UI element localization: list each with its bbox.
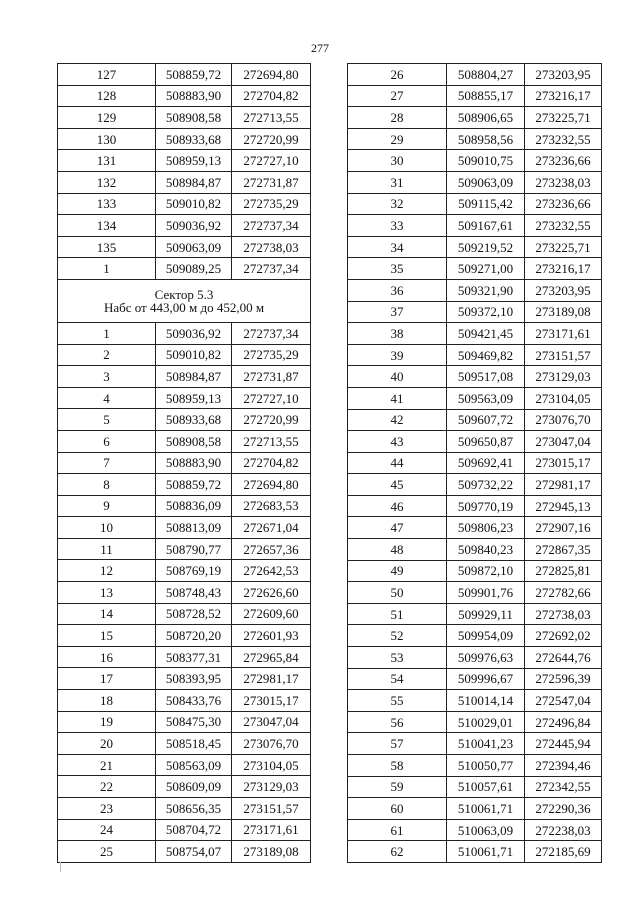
table-row bbox=[58, 603, 311, 625]
x-coordinate-cell: 508769,19 bbox=[156, 560, 232, 582]
y-coordinate-cell: 272907,16 bbox=[525, 517, 602, 539]
point-number-cell: 21 bbox=[58, 754, 156, 776]
point-number-cell: 51 bbox=[348, 603, 447, 625]
table-row bbox=[348, 387, 602, 409]
x-coordinate-cell: 508754,07 bbox=[156, 841, 232, 863]
y-coordinate-cell: 273216,17 bbox=[525, 258, 602, 280]
point-number-cell: 42 bbox=[348, 409, 447, 431]
point-number-cell: 132 bbox=[58, 171, 156, 193]
table-row bbox=[58, 625, 311, 647]
y-coordinate-cell: 273171,61 bbox=[232, 819, 311, 841]
y-coordinate-cell: 273225,71 bbox=[525, 107, 602, 129]
table-row bbox=[348, 798, 602, 820]
x-coordinate-cell: 509517,08 bbox=[447, 366, 525, 388]
x-coordinate-cell: 510061,71 bbox=[447, 798, 525, 820]
table-row bbox=[58, 215, 311, 237]
point-number-cell: 46 bbox=[348, 495, 447, 517]
table-row bbox=[348, 85, 602, 107]
x-coordinate-cell: 509010,82 bbox=[156, 344, 232, 366]
table-row bbox=[348, 128, 602, 150]
x-coordinate-cell: 508859,72 bbox=[156, 64, 232, 86]
y-coordinate-cell: 272704,82 bbox=[232, 85, 311, 107]
x-coordinate-cell: 510014,14 bbox=[447, 690, 525, 712]
x-coordinate-cell: 509063,09 bbox=[156, 236, 232, 258]
x-coordinate-cell: 508908,58 bbox=[156, 430, 232, 452]
x-coordinate-cell: 510061,71 bbox=[447, 841, 525, 863]
table-row bbox=[58, 452, 311, 474]
y-coordinate-cell: 272644,76 bbox=[525, 647, 602, 669]
table-row bbox=[348, 668, 602, 690]
point-number-cell: 37 bbox=[348, 301, 447, 323]
point-number-cell: 130 bbox=[58, 128, 156, 150]
y-coordinate-cell: 272965,84 bbox=[232, 646, 311, 668]
y-coordinate-cell: 273225,71 bbox=[525, 236, 602, 258]
y-coordinate-cell: 272737,34 bbox=[232, 215, 311, 237]
x-coordinate-cell: 509929,11 bbox=[447, 603, 525, 625]
table-row bbox=[348, 647, 602, 669]
x-coordinate-cell: 508984,87 bbox=[156, 171, 232, 193]
x-coordinate-cell: 509036,92 bbox=[156, 215, 232, 237]
x-coordinate-cell: 509010,82 bbox=[156, 193, 232, 215]
y-coordinate-cell: 273216,17 bbox=[525, 85, 602, 107]
table-row bbox=[58, 171, 311, 193]
x-coordinate-cell: 510029,01 bbox=[447, 711, 525, 733]
y-coordinate-cell: 273236,66 bbox=[525, 193, 602, 215]
x-coordinate-cell: 509115,42 bbox=[447, 193, 525, 215]
table-row bbox=[58, 733, 311, 755]
y-coordinate-cell: 272394,46 bbox=[525, 755, 602, 777]
x-coordinate-cell: 510050,77 bbox=[447, 755, 525, 777]
y-coordinate-cell: 272727,10 bbox=[232, 387, 311, 409]
y-coordinate-cell: 272704,82 bbox=[232, 452, 311, 474]
x-coordinate-cell: 509469,82 bbox=[447, 344, 525, 366]
table-row bbox=[348, 755, 602, 777]
y-coordinate-cell: 273129,03 bbox=[232, 776, 311, 798]
point-number-cell: 16 bbox=[58, 646, 156, 668]
table-row bbox=[348, 582, 602, 604]
point-number-cell: 15 bbox=[58, 625, 156, 647]
x-coordinate-cell: 508563,09 bbox=[156, 754, 232, 776]
y-coordinate-cell: 272737,34 bbox=[232, 258, 311, 280]
table-row bbox=[348, 841, 602, 863]
x-coordinate-cell: 508393,95 bbox=[156, 668, 232, 690]
y-coordinate-cell: 273189,08 bbox=[232, 841, 311, 863]
table-row bbox=[348, 560, 602, 582]
x-coordinate-cell: 508883,90 bbox=[156, 452, 232, 474]
table-row bbox=[348, 344, 602, 366]
x-coordinate-cell: 510057,61 bbox=[447, 776, 525, 798]
table-row bbox=[58, 128, 311, 150]
point-number-cell: 24 bbox=[58, 819, 156, 841]
point-number-cell: 12 bbox=[58, 560, 156, 582]
y-coordinate-cell: 272642,53 bbox=[232, 560, 311, 582]
x-coordinate-cell: 509976,63 bbox=[447, 647, 525, 669]
x-coordinate-cell: 509692,41 bbox=[447, 452, 525, 474]
y-coordinate-cell: 273232,55 bbox=[525, 215, 602, 237]
y-coordinate-cell: 272945,13 bbox=[525, 495, 602, 517]
x-coordinate-cell: 508609,09 bbox=[156, 776, 232, 798]
point-number-cell: 30 bbox=[348, 150, 447, 172]
table-row bbox=[58, 322, 311, 344]
point-number-cell: 41 bbox=[348, 387, 447, 409]
table-row bbox=[58, 107, 311, 129]
table-row bbox=[348, 236, 602, 258]
table-row bbox=[58, 646, 311, 668]
y-coordinate-cell: 273047,04 bbox=[232, 711, 311, 733]
table-row bbox=[348, 215, 602, 237]
y-coordinate-cell: 273151,57 bbox=[232, 798, 311, 820]
y-coordinate-cell: 272185,69 bbox=[525, 841, 602, 863]
point-number-cell: 34 bbox=[348, 236, 447, 258]
y-coordinate-cell: 272547,04 bbox=[525, 690, 602, 712]
x-coordinate-cell: 509036,92 bbox=[156, 322, 232, 344]
y-coordinate-cell: 272782,66 bbox=[525, 582, 602, 604]
x-coordinate-cell: 508958,56 bbox=[447, 128, 525, 150]
point-number-cell: 44 bbox=[348, 452, 447, 474]
y-coordinate-cell: 272731,87 bbox=[232, 366, 311, 388]
y-coordinate-cell: 273015,17 bbox=[525, 452, 602, 474]
point-number-cell: 17 bbox=[58, 668, 156, 690]
point-number-cell: 9 bbox=[58, 495, 156, 517]
sector-header-row bbox=[58, 279, 311, 322]
x-coordinate-cell: 509872,10 bbox=[447, 560, 525, 582]
table-row bbox=[58, 711, 311, 733]
point-number-cell: 1 bbox=[58, 322, 156, 344]
y-coordinate-cell: 272671,04 bbox=[232, 517, 311, 539]
x-coordinate-cell: 508704,72 bbox=[156, 819, 232, 841]
y-coordinate-cell: 272713,55 bbox=[232, 107, 311, 129]
table-row bbox=[348, 625, 602, 647]
y-coordinate-cell: 272657,36 bbox=[232, 538, 311, 560]
y-coordinate-cell: 272496,84 bbox=[525, 711, 602, 733]
y-coordinate-cell: 272601,93 bbox=[232, 625, 311, 647]
point-number-cell: 131 bbox=[58, 150, 156, 172]
coordinates-table-left bbox=[57, 63, 311, 863]
x-coordinate-cell: 508836,09 bbox=[156, 495, 232, 517]
y-coordinate-cell: 273203,95 bbox=[525, 64, 602, 86]
point-number-cell: 5 bbox=[58, 409, 156, 431]
table-row bbox=[348, 539, 602, 561]
sector-header bbox=[58, 279, 311, 322]
x-coordinate-cell: 509219,52 bbox=[447, 236, 525, 258]
x-coordinate-cell: 509732,22 bbox=[447, 474, 525, 496]
point-number-cell: 20 bbox=[58, 733, 156, 755]
x-coordinate-cell: 508377,31 bbox=[156, 646, 232, 668]
table-row bbox=[58, 258, 311, 280]
table-row bbox=[348, 258, 602, 280]
x-coordinate-cell: 508959,13 bbox=[156, 387, 232, 409]
x-coordinate-cell: 508933,68 bbox=[156, 409, 232, 431]
x-coordinate-cell: 508883,90 bbox=[156, 85, 232, 107]
table-row bbox=[58, 690, 311, 712]
y-coordinate-cell: 272290,36 bbox=[525, 798, 602, 820]
x-coordinate-cell: 509563,09 bbox=[447, 387, 525, 409]
y-coordinate-cell: 272867,35 bbox=[525, 539, 602, 561]
point-number-cell: 25 bbox=[58, 841, 156, 863]
point-number-cell: 19 bbox=[58, 711, 156, 733]
point-number-cell: 129 bbox=[58, 107, 156, 129]
point-number-cell: 60 bbox=[348, 798, 447, 820]
table-row bbox=[58, 668, 311, 690]
y-coordinate-cell: 272737,34 bbox=[232, 322, 311, 344]
point-number-cell: 58 bbox=[348, 755, 447, 777]
y-coordinate-cell: 273104,05 bbox=[525, 387, 602, 409]
y-coordinate-cell: 273171,61 bbox=[525, 323, 602, 345]
point-number-cell: 23 bbox=[58, 798, 156, 820]
point-number-cell: 18 bbox=[58, 690, 156, 712]
table-row bbox=[58, 776, 311, 798]
table-row bbox=[348, 150, 602, 172]
y-coordinate-cell: 272694,80 bbox=[232, 474, 311, 496]
x-coordinate-cell: 508518,45 bbox=[156, 733, 232, 755]
table-row bbox=[58, 819, 311, 841]
x-coordinate-cell: 508475,30 bbox=[156, 711, 232, 733]
table-row bbox=[348, 107, 602, 129]
y-coordinate-cell: 273076,70 bbox=[232, 733, 311, 755]
coordinates-table-right bbox=[347, 63, 602, 863]
table-row bbox=[348, 603, 602, 625]
table-row bbox=[348, 495, 602, 517]
y-coordinate-cell: 273236,66 bbox=[525, 150, 602, 172]
table-row bbox=[348, 517, 602, 539]
point-number-cell: 50 bbox=[348, 582, 447, 604]
point-number-cell: 8 bbox=[58, 474, 156, 496]
x-coordinate-cell: 509421,45 bbox=[447, 323, 525, 345]
y-coordinate-cell: 272727,10 bbox=[232, 150, 311, 172]
table-row bbox=[58, 517, 311, 539]
x-coordinate-cell: 508984,87 bbox=[156, 366, 232, 388]
table-row bbox=[348, 409, 602, 431]
point-number-cell: 39 bbox=[348, 344, 447, 366]
sector-subtitle: Набс от 443,00 м до 452,00 м bbox=[103, 299, 265, 315]
point-number-cell: 54 bbox=[348, 668, 447, 690]
point-number-cell: 127 bbox=[58, 64, 156, 86]
x-coordinate-cell: 508720,20 bbox=[156, 625, 232, 647]
table-row bbox=[58, 193, 311, 215]
table-row bbox=[58, 150, 311, 172]
y-coordinate-cell: 273129,03 bbox=[525, 366, 602, 388]
point-number-cell: 2 bbox=[58, 344, 156, 366]
table-row bbox=[348, 819, 602, 841]
point-number-cell: 61 bbox=[348, 819, 447, 841]
x-coordinate-cell: 508933,68 bbox=[156, 128, 232, 150]
point-number-cell: 22 bbox=[58, 776, 156, 798]
table-row bbox=[58, 495, 311, 517]
point-number-cell: 10 bbox=[58, 517, 156, 539]
point-number-cell: 28 bbox=[348, 107, 447, 129]
y-coordinate-cell: 273015,17 bbox=[232, 690, 311, 712]
x-coordinate-cell: 509650,87 bbox=[447, 431, 525, 453]
y-coordinate-cell: 272731,87 bbox=[232, 171, 311, 193]
table-row bbox=[348, 193, 602, 215]
y-coordinate-cell: 272981,17 bbox=[525, 474, 602, 496]
x-coordinate-cell: 508908,58 bbox=[156, 107, 232, 129]
table-row bbox=[58, 344, 311, 366]
point-number-cell: 57 bbox=[348, 733, 447, 755]
y-coordinate-cell: 272825,81 bbox=[525, 560, 602, 582]
x-coordinate-cell: 508656,35 bbox=[156, 798, 232, 820]
table-row bbox=[348, 711, 602, 733]
y-coordinate-cell: 272981,17 bbox=[232, 668, 311, 690]
point-number-cell: 29 bbox=[348, 128, 447, 150]
x-coordinate-cell: 509996,67 bbox=[447, 668, 525, 690]
x-coordinate-cell: 509607,72 bbox=[447, 409, 525, 431]
y-coordinate-cell: 272720,99 bbox=[232, 409, 311, 431]
point-number-cell: 56 bbox=[348, 711, 447, 733]
point-number-cell: 27 bbox=[348, 85, 447, 107]
y-coordinate-cell: 273076,70 bbox=[525, 409, 602, 431]
y-coordinate-cell: 272735,29 bbox=[232, 193, 311, 215]
x-coordinate-cell: 510063,09 bbox=[447, 819, 525, 841]
point-number-cell: 26 bbox=[348, 64, 447, 86]
point-number-cell: 4 bbox=[58, 387, 156, 409]
table-row bbox=[348, 474, 602, 496]
y-coordinate-cell: 273047,04 bbox=[525, 431, 602, 453]
x-coordinate-cell: 508433,76 bbox=[156, 690, 232, 712]
table-row bbox=[58, 387, 311, 409]
y-coordinate-cell: 272738,03 bbox=[525, 603, 602, 625]
table-row bbox=[58, 798, 311, 820]
x-coordinate-cell: 509901,76 bbox=[447, 582, 525, 604]
x-coordinate-cell: 509167,61 bbox=[447, 215, 525, 237]
x-coordinate-cell: 509321,90 bbox=[447, 279, 525, 301]
table-row bbox=[58, 236, 311, 258]
y-coordinate-cell: 273189,08 bbox=[525, 301, 602, 323]
y-coordinate-cell: 272694,80 bbox=[232, 64, 311, 86]
point-number-cell: 13 bbox=[58, 582, 156, 604]
table-row bbox=[58, 841, 311, 863]
table-row bbox=[58, 85, 311, 107]
point-number-cell: 7 bbox=[58, 452, 156, 474]
table-row bbox=[58, 560, 311, 582]
x-coordinate-cell: 509770,19 bbox=[447, 495, 525, 517]
point-number-cell: 49 bbox=[348, 560, 447, 582]
table-row bbox=[58, 409, 311, 431]
y-coordinate-cell: 272342,55 bbox=[525, 776, 602, 798]
x-coordinate-cell: 508859,72 bbox=[156, 474, 232, 496]
point-number-cell: 128 bbox=[58, 85, 156, 107]
point-number-cell: 52 bbox=[348, 625, 447, 647]
x-coordinate-cell: 508959,13 bbox=[156, 150, 232, 172]
point-number-cell: 11 bbox=[58, 538, 156, 560]
point-number-cell: 59 bbox=[348, 776, 447, 798]
x-coordinate-cell: 508748,43 bbox=[156, 582, 232, 604]
x-coordinate-cell: 509089,25 bbox=[156, 258, 232, 280]
x-coordinate-cell: 508804,27 bbox=[447, 64, 525, 86]
x-coordinate-cell: 509063,09 bbox=[447, 171, 525, 193]
point-number-cell: 135 bbox=[58, 236, 156, 258]
y-coordinate-cell: 273203,95 bbox=[525, 279, 602, 301]
table-row bbox=[348, 452, 602, 474]
x-coordinate-cell: 508855,17 bbox=[447, 85, 525, 107]
point-number-cell: 36 bbox=[348, 279, 447, 301]
y-coordinate-cell: 273232,55 bbox=[525, 128, 602, 150]
y-coordinate-cell: 272609,60 bbox=[232, 603, 311, 625]
point-number-cell: 133 bbox=[58, 193, 156, 215]
point-number-cell: 55 bbox=[348, 690, 447, 712]
x-coordinate-cell: 509806,23 bbox=[447, 517, 525, 539]
table-row bbox=[348, 64, 602, 86]
table-row bbox=[348, 690, 602, 712]
y-coordinate-cell: 272626,60 bbox=[232, 582, 311, 604]
table-row bbox=[348, 279, 602, 301]
point-number-cell: 14 bbox=[58, 603, 156, 625]
point-number-cell: 53 bbox=[348, 647, 447, 669]
table-row bbox=[58, 538, 311, 560]
sector-title: Сектор 5.3 bbox=[154, 286, 214, 302]
table-row bbox=[348, 733, 602, 755]
table-row bbox=[58, 754, 311, 776]
table-row bbox=[58, 474, 311, 496]
x-coordinate-cell: 509372,10 bbox=[447, 301, 525, 323]
y-coordinate-cell: 272720,99 bbox=[232, 128, 311, 150]
x-coordinate-cell: 509840,23 bbox=[447, 539, 525, 561]
y-coordinate-cell: 272238,03 bbox=[525, 819, 602, 841]
y-coordinate-cell: 272683,53 bbox=[232, 495, 311, 517]
point-number-cell: 48 bbox=[348, 539, 447, 561]
y-coordinate-cell: 272713,55 bbox=[232, 430, 311, 452]
y-coordinate-cell: 272738,03 bbox=[232, 236, 311, 258]
y-coordinate-cell: 273238,03 bbox=[525, 171, 602, 193]
table-row bbox=[348, 171, 602, 193]
table-row bbox=[348, 323, 602, 345]
point-number-cell: 1 bbox=[58, 258, 156, 280]
point-number-cell: 3 bbox=[58, 366, 156, 388]
x-coordinate-cell: 509954,09 bbox=[447, 625, 525, 647]
point-number-cell: 62 bbox=[348, 841, 447, 863]
point-number-cell: 31 bbox=[348, 171, 447, 193]
y-coordinate-cell: 273151,57 bbox=[525, 344, 602, 366]
x-coordinate-cell: 508728,52 bbox=[156, 603, 232, 625]
table-row bbox=[348, 366, 602, 388]
point-number-cell: 134 bbox=[58, 215, 156, 237]
point-number-cell: 32 bbox=[348, 193, 447, 215]
page-number: 277 bbox=[311, 41, 329, 55]
x-coordinate-cell: 509010,75 bbox=[447, 150, 525, 172]
point-number-cell: 43 bbox=[348, 431, 447, 453]
y-coordinate-cell: 272445,94 bbox=[525, 733, 602, 755]
scan-mark bbox=[60, 862, 61, 872]
table-row bbox=[58, 430, 311, 452]
point-number-cell: 45 bbox=[348, 474, 447, 496]
point-number-cell: 6 bbox=[58, 430, 156, 452]
table-row bbox=[58, 64, 311, 86]
y-coordinate-cell: 272735,29 bbox=[232, 344, 311, 366]
table-row bbox=[348, 776, 602, 798]
point-number-cell: 38 bbox=[348, 323, 447, 345]
x-coordinate-cell: 510041,23 bbox=[447, 733, 525, 755]
point-number-cell: 35 bbox=[348, 258, 447, 280]
y-coordinate-cell: 273104,05 bbox=[232, 754, 311, 776]
table-row bbox=[348, 431, 602, 453]
table-row bbox=[58, 582, 311, 604]
table-row bbox=[58, 366, 311, 388]
point-number-cell: 40 bbox=[348, 366, 447, 388]
y-coordinate-cell: 272596,39 bbox=[525, 668, 602, 690]
x-coordinate-cell: 508790,77 bbox=[156, 538, 232, 560]
x-coordinate-cell: 508813,09 bbox=[156, 517, 232, 539]
point-number-cell: 33 bbox=[348, 215, 447, 237]
point-number-cell: 47 bbox=[348, 517, 447, 539]
table-row bbox=[348, 301, 602, 323]
x-coordinate-cell: 509271,00 bbox=[447, 258, 525, 280]
x-coordinate-cell: 508906,65 bbox=[447, 107, 525, 129]
y-coordinate-cell: 272692,02 bbox=[525, 625, 602, 647]
